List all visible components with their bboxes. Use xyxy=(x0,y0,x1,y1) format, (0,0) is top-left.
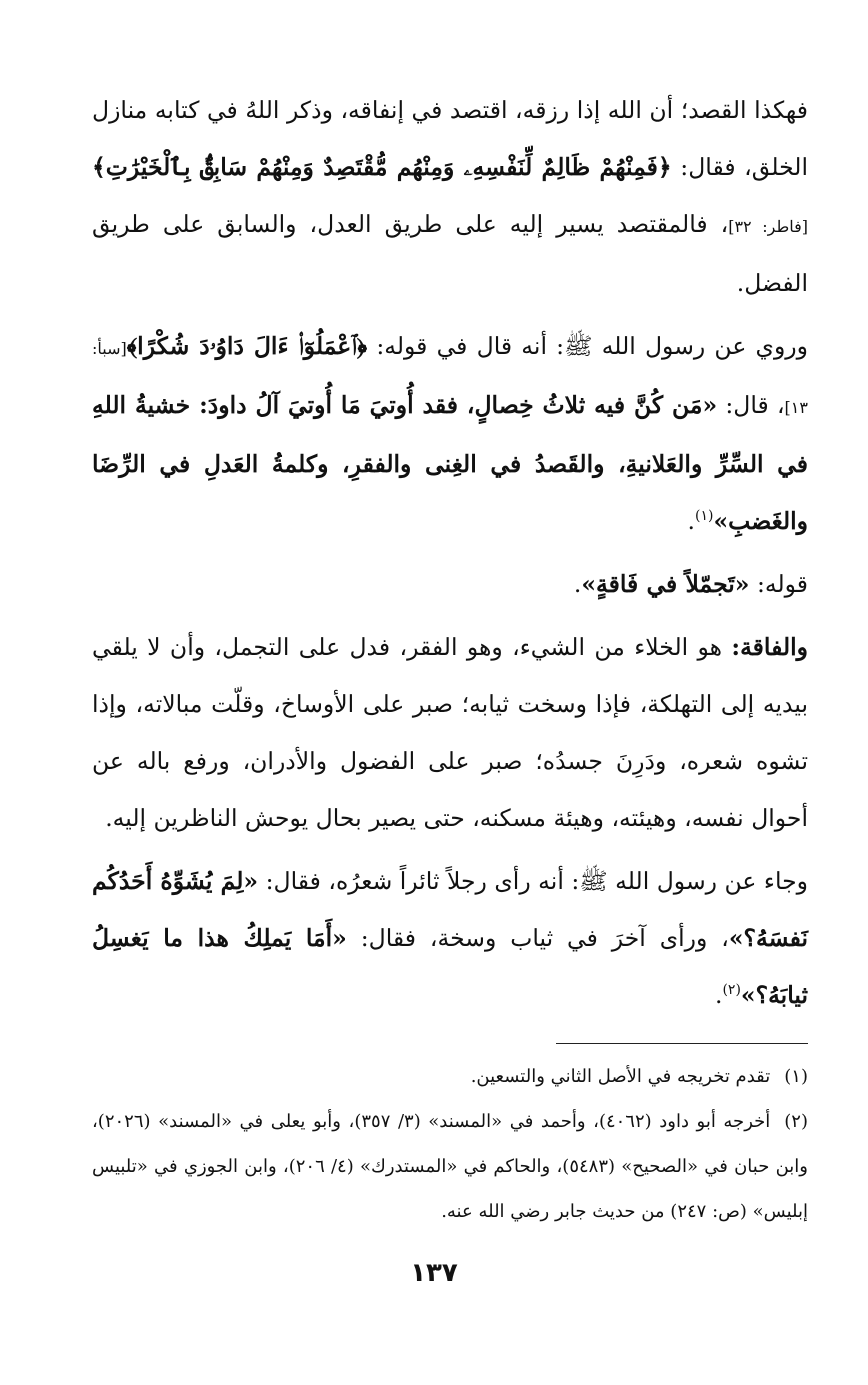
paragraph-3-text-b: . xyxy=(573,570,582,598)
term-heading: والفاقة: xyxy=(731,633,808,661)
quran-verse-saba: ﴿ٱعْمَلُوٓا۟ ءَالَ دَاوُۥدَ شُكْرًا﴾ xyxy=(126,332,368,360)
paragraph-3 xyxy=(92,556,808,613)
paragraph-1 xyxy=(92,82,808,312)
paragraph-2-text-b: ، قال: xyxy=(717,391,785,419)
paragraph-2 xyxy=(92,318,808,550)
main-text xyxy=(92,82,808,1024)
footnote-marker-1: (١) xyxy=(695,508,714,525)
paragraph-2-text-c: . xyxy=(687,507,695,535)
paragraph-5-text-a: وجاء عن رسول الله ﷺ: أنه رأى رجلاً ثائراً شعرُه، فقال: xyxy=(258,867,808,895)
footnote-marker-2: (٢) xyxy=(722,982,741,999)
paragraph-2-text-a: وروي عن رسول الله ﷺ: أنه قال في قوله: xyxy=(367,332,808,360)
footnote-text: تقدم تخريجه في الأصل الثاني والتسعين. xyxy=(470,1066,771,1087)
page-number: ١٣٧ xyxy=(410,1258,458,1288)
paragraph-4-text: هو الخلاء من الشيء، وهو الفقر، فدل على التجمل، وأن لا يلقي بيديه إلى التهلكة، فإذا وسخت ثيابه؛ صبر على الأوساخ، وقلّت مبالاته، وإذا تشوه شعره، ودَرِنَ جسدُه؛ صبر على الفضول والأدران، ورفع باله عن أحوال نفسه، وهيئته، وهيئة مسكنه، حتى يصير بحال يوحش الناظرين إليه. xyxy=(92,633,808,832)
quran-verse-fatir: ﴿فَمِنْهُمْ ظَالِمٌ لِّنَفْسِهِۦ وَمِنْهُم مُّقْتَصِدٌ وَمِنْهُمْ سَابِقٌۢ بِٱلْخَيْرَٰتِ﴾ xyxy=(92,153,672,181)
footnote-1 xyxy=(92,1054,808,1099)
paragraph-1-text-b: ، فالمقتصد يسير إليه على طريق العدل، والسابق على طريق الفضل. xyxy=(92,210,808,297)
paragraph-5-text-c: . xyxy=(714,981,723,1009)
paragraph-4 xyxy=(92,619,808,847)
paragraph-3-text-a: قوله: xyxy=(749,570,808,598)
footnote-number: (٢) xyxy=(784,1111,808,1132)
footnote-number: (١) xyxy=(784,1066,808,1087)
footnote-divider xyxy=(556,1043,808,1044)
hadith-quote-hair: «لِمَ يُشَوِّهُ أَحَدُكُم نَفسَهُ؟» xyxy=(92,867,809,952)
verse-reference-saba: [سبأ: ١٣] xyxy=(92,339,808,417)
hadith-quote-clothes: «أَمَا يَملِكُ هذا ما يَغسِلُ ثيابَهُ؟» xyxy=(92,924,808,1009)
hadith-quote-dawud: «مَن كُنَّ فيه ثلاثُ خِصالٍ، فقد أُوتيَ مَا أُوتيَ آلُ داودَ: خشيةُ اللهِ في السِّرِّ والعَلانيةِ، والقَصدُ في الغِنى والفقرِ، وكلمةُ العَدلِ في الرِّضَا والغَضبِ» xyxy=(92,391,808,535)
footnotes xyxy=(92,1054,808,1234)
verse-reference-fatir: [فاطر: ٣٢] xyxy=(728,217,808,236)
paragraph-1-text-a: فهكذا القصد؛ أن الله إذا رزقه، اقتصد في إنفاقه، وذكر اللهُ في كتابه منازل الخلق، فقال: xyxy=(92,96,808,181)
footnote-text: أخرجه أبو داود (٤٠٦٢)، وأحمد في «المسند» (٣/ ٣٥٧)، وأبو يعلى في «المسند» (٢٠٢٦)، وابن حبان في «الصحيح» (٥٤٨٣)، والحاكم في «المستدرك» (٤/ ٢٠٦)، وابن الجوزي في «تلبيس إبليس» (ص: ٢٤٧) من حديث جابر رضي الله عنه. xyxy=(92,1111,808,1222)
footnote-2 xyxy=(92,1099,808,1234)
paragraph-5 xyxy=(92,853,808,1024)
paragraph-5-text-b: ، ورأى آخرَ في ثياب وسخة، فقال: xyxy=(346,924,729,952)
quoted-phrase: «تَجمّلاً في فَاقةٍ» xyxy=(581,570,750,598)
